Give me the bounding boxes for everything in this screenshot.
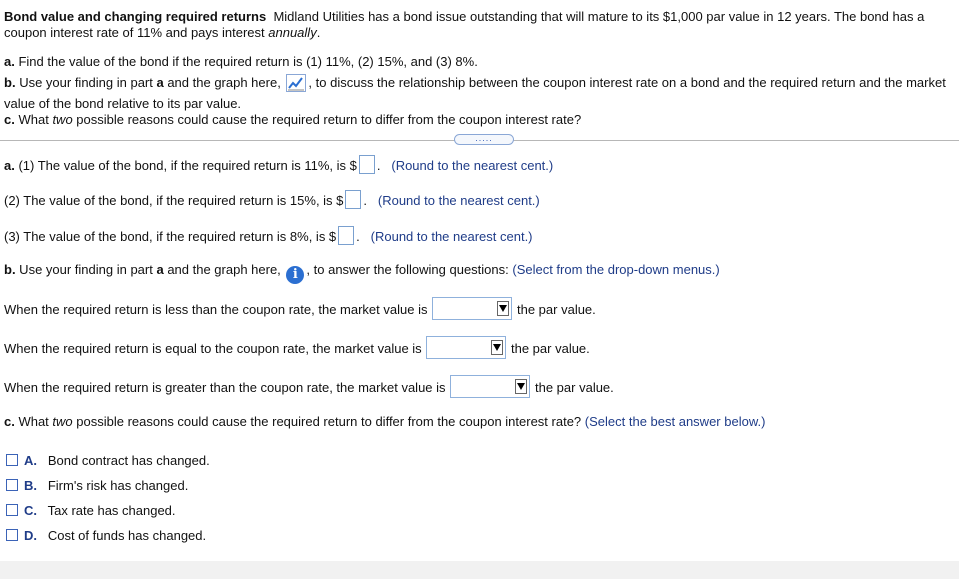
period: . [363,193,368,208]
part-b-label: b. [4,75,16,90]
market-value-less-select[interactable] [432,297,512,320]
market-value-equal-select[interactable] [426,336,506,359]
tail-less: the par value. [517,302,596,317]
tail-greater: the par value. [535,380,614,395]
problem-title: Bond value and changing required returns [4,9,267,24]
answer-b-mid: and the graph here, [163,262,285,277]
option-text: Firm's risk has changed. [47,478,189,493]
answer-a3-row [4,226,533,245]
option-a[interactable] [24,453,210,468]
answer-a3-text: (3) The value of the bond, if the required return is 8%, is $ [4,229,337,244]
line-graph-icon[interactable] [286,74,306,92]
best-answer-hint: (Select the best answer below.) [584,414,766,429]
answer-c-instruction [4,414,765,429]
part-c-em: two [52,112,73,127]
bond-value-15-input[interactable] [345,190,361,209]
period: . [376,158,381,173]
period: . [356,229,360,244]
intro-emphasis: annually [268,25,317,40]
chevron-down-icon [515,379,527,394]
bond-value-8-input[interactable] [338,226,354,245]
market-value-greater-select[interactable] [450,375,530,398]
round-hint: (Round to the nearest cent.) [370,229,533,244]
problem-intro: Midland Utilities has a bond issue outstanding that will mature to its $1,000 par value in 12 years. The bond has a [273,9,925,24]
option-letter: A. [24,453,37,468]
statement-greater: When the required return is greater than the coupon rate, the market value is [4,380,446,395]
answer-c-label: c. [4,414,15,429]
answer-b-text: Use your finding in part [15,262,157,277]
option-d[interactable] [24,528,206,543]
answer-b-label: b. [4,262,16,277]
chevron-down-icon [491,340,503,355]
option-text: Cost of funds has changed. [47,528,207,543]
option-d-checkbox[interactable] [6,529,18,541]
expand-handle[interactable]: ..... [454,134,514,145]
dropdown-hint: (Select from the drop-down menus.) [512,262,720,277]
option-b-checkbox[interactable] [6,479,18,491]
answer-c-post: possible reasons could cause the required return to differ from the coupon interest rate? [72,414,585,429]
option-text: Tax rate has changed. [47,503,176,518]
answer-b-post: , to answer the following questions: [306,262,513,277]
intro-period: . [316,25,321,40]
part-a-label: a. [4,54,15,69]
part-b-text-mid: and the graph here, [163,75,285,90]
info-icon[interactable]: i [286,266,304,284]
answer-c-em: two [52,414,73,429]
answer-b-bold: a [156,262,164,277]
part-b-line2: value of the bond relative to its par value. [4,96,242,111]
option-c-checkbox[interactable] [6,504,18,516]
part-a-text: Find the value of the bond if the required return is (1) 11%, (2) 15%, and (3) 8%. [18,54,478,69]
option-text: Bond contract has changed. [47,453,210,468]
part-b-instruction [4,74,946,92]
intro-text: coupon interest rate of 11% and pays interest [4,25,269,40]
round-hint: (Round to the nearest cent.) [391,158,554,173]
part-a-instruction [4,54,478,69]
answer-a-label: a. [4,158,15,173]
statement-less: When the required return is less than the coupon rate, the market value is [4,302,428,317]
part-c-instruction [4,112,581,127]
option-b[interactable] [24,478,188,493]
part-c-pre: What [18,112,53,127]
part-c-label: c. [4,112,15,127]
round-hint: (Round to the nearest cent.) [377,193,540,208]
answer-a2-text: (2) The value of the bond, if the required return is 15%, is $ [4,193,344,208]
footer-bar [0,561,959,579]
part-b-text-post: , to discuss the relationship between the coupon interest rate on a bond and the required return and the market [308,75,946,90]
answer-a1-text: (1) The value of the bond, if the required return is 11%, is $ [14,158,357,173]
option-letter: C. [24,503,37,518]
option-c[interactable] [24,503,176,518]
problem-line-2 [4,25,320,40]
problem-line-1 [4,9,924,24]
part-b-text: Use your finding in part [19,75,157,90]
option-a-checkbox[interactable] [6,454,18,466]
option-letter: D. [24,528,37,543]
part-b-bold: a [156,75,164,90]
answer-b-instruction [4,262,720,284]
chevron-down-icon [497,301,509,316]
part-c-post: possible reasons could cause the required return to differ from the coupon interest rate? [72,112,582,127]
statement-equal: When the required return is equal to the coupon rate, the market value is [4,341,422,356]
bond-value-11-input[interactable] [359,155,375,174]
answer-a1-row [4,155,553,174]
answer-a2-row [4,190,540,209]
tail-equal: the par value. [511,341,590,356]
answer-c-pre: What [14,414,53,429]
option-letter: B. [24,478,37,493]
